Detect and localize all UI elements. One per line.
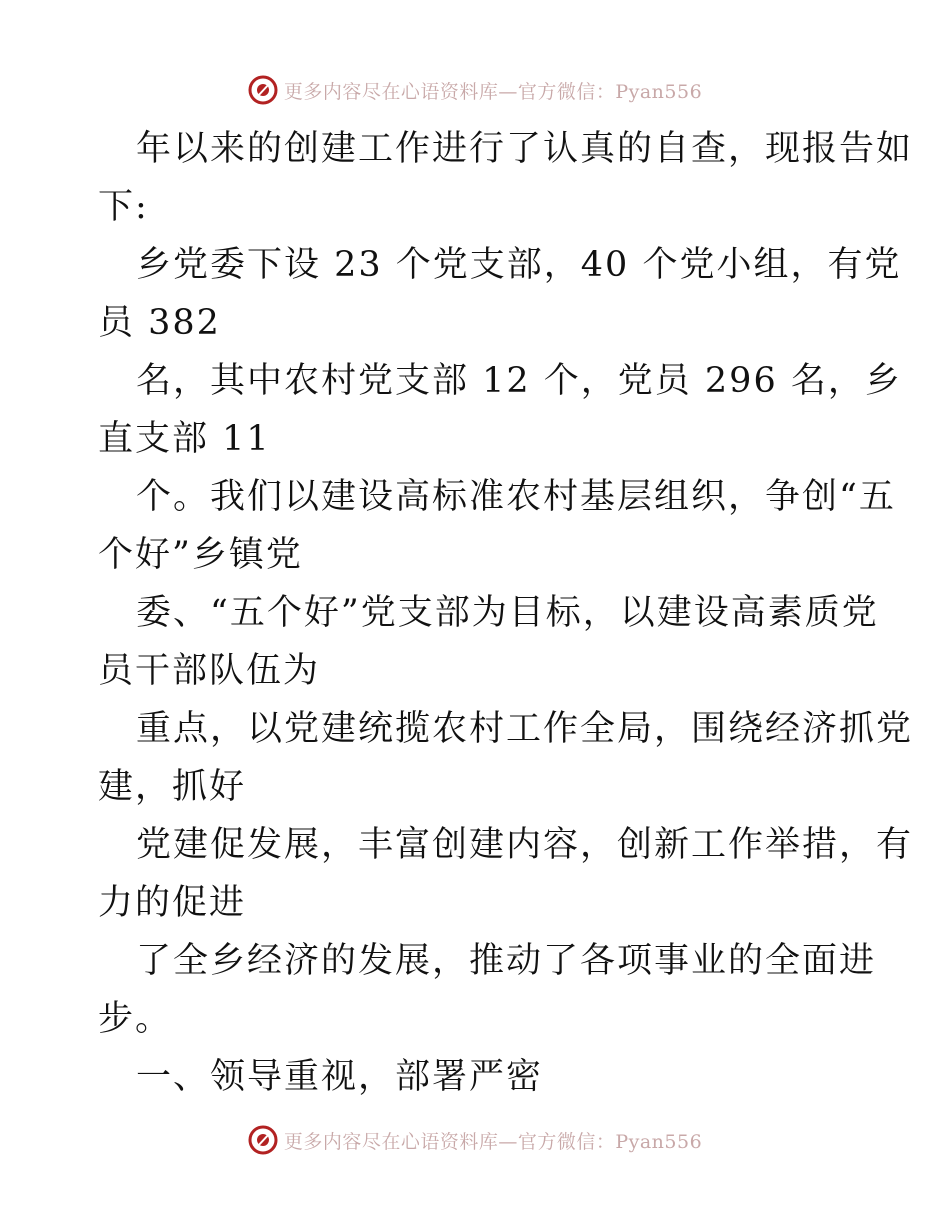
- paragraph-line: 党建促发展，丰富创建内容，创新工作举措，有: [136, 825, 914, 865]
- paragraph-line: 了全乡经济的发展，推动了各项事业的全面进: [136, 941, 877, 981]
- banner-text: 更多内容尽在心语资料库—官方微信：Pyan556: [283, 80, 703, 103]
- paragraph-line: 步。: [98, 999, 173, 1039]
- footer-banner: [0, 1120, 950, 1160]
- logo-icon: [248, 1125, 278, 1155]
- paragraph-line: 力的促进: [98, 883, 247, 923]
- paragraph-line: 个。我们以建设高标准农村基层组织，争创“五: [136, 477, 896, 517]
- paragraph-line: 年以来的创建工作进行了认真的自查，现报告如: [136, 129, 914, 169]
- paragraph-line: 委、“五个好”党支部为目标，以建设高素质党: [136, 593, 879, 633]
- paragraph-line: 乡党委下设 23 个党支部，40 个党小组，有党: [136, 245, 902, 285]
- paragraph-line: 员干部队伍为: [98, 651, 321, 691]
- document-body: [98, 120, 914, 1106]
- section-heading: 一、领导重视，部署严密: [136, 1057, 544, 1097]
- header-banner: [0, 70, 950, 110]
- logo-icon: [248, 75, 278, 105]
- paragraph-line: 重点，以党建统揽农村工作全局，围绕经济抓党: [136, 709, 914, 749]
- banner-text: 更多内容尽在心语资料库—官方微信：Pyan556: [283, 1130, 703, 1153]
- paragraph-line: 名，其中农村党支部 12 个，党员 296 名，乡: [136, 361, 902, 401]
- paragraph-line: 直支部 11: [98, 419, 271, 459]
- paragraph-line: 员 382: [98, 303, 221, 343]
- paragraph-line: 下:: [98, 187, 149, 227]
- paragraph-line: 建，抓好: [98, 767, 247, 807]
- paragraph-line: 个好”乡镇党: [98, 535, 303, 575]
